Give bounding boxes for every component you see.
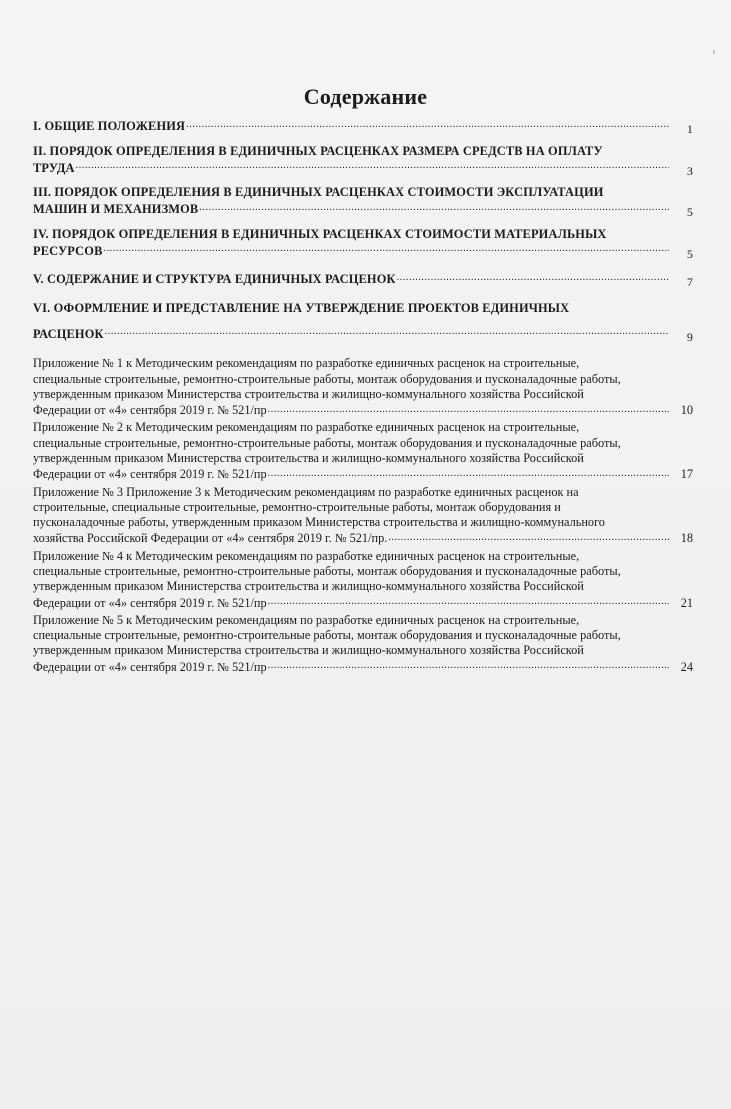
toc-entry-title: РЕСУРСОВ bbox=[33, 243, 103, 258]
toc-entry-title-line: специальные строительные, ремонтно-строительные работы, монтаж оборудования и пусконаладочные работы, bbox=[33, 627, 621, 642]
toc-entry-title-line: Приложение № 1 к Методическим рекомендациям по разработке единичных расценок на строительные, bbox=[33, 356, 580, 371]
scan-speck bbox=[713, 50, 715, 54]
toc-entry-line bbox=[33, 402, 693, 419]
toc-entry-title-line: Приложение № 5 к Методическим рекомендациям по разработке единичных расценок на строительные, bbox=[33, 612, 580, 627]
dot-leader bbox=[186, 118, 669, 130]
toc-entry-title: РАСЦЕНОК bbox=[33, 326, 104, 341]
toc-page-number: 18 bbox=[680, 531, 693, 546]
toc-entry-appendix-1[interactable] bbox=[33, 356, 693, 418]
toc-entry-line bbox=[33, 658, 693, 675]
toc-entry-section-6[interactable] bbox=[33, 300, 693, 342]
toc-entry-line bbox=[33, 594, 693, 611]
dot-leader bbox=[268, 466, 669, 478]
toc-page-number: 21 bbox=[680, 595, 693, 610]
toc-entry-title: Федерации от «4» сентября 2019 г. № 521/пр bbox=[33, 659, 267, 674]
toc-entry-title-line: строительные, специальные строительные, ремонтно-строительные работы, монтаж оборудования и bbox=[33, 499, 561, 514]
toc-entry-title: Федерации от «4» сентября 2019 г. № 521/пр bbox=[33, 595, 267, 610]
toc-entry-title: I. ОБЩИЕ ПОЛОЖЕНИЯ bbox=[33, 119, 186, 134]
toc-entry-appendix-5[interactable] bbox=[33, 613, 693, 675]
toc-entry-title-line: VI. ОФОРМЛЕНИЕ И ПРЕДСТАВЛЕНИЕ НА УТВЕРЖДЕНИЕ ПРОЕКТОВ ЕДИНИЧНЫХ bbox=[33, 300, 570, 315]
toc-entry-line bbox=[33, 242, 693, 259]
toc-entry-line bbox=[33, 325, 693, 342]
toc-entry-title-line: специальные строительные, ремонтно-строительные работы, монтаж оборудования и пусконаладочные работы, bbox=[33, 371, 621, 386]
toc-page-number: 7 bbox=[686, 275, 693, 290]
toc-entry-appendix-4[interactable] bbox=[33, 549, 693, 611]
toc-page-number: 1 bbox=[686, 122, 693, 137]
toc-page-number: 9 bbox=[686, 329, 693, 344]
toc-entry-title-line: утвержденным приказом Министерства строительства и жилищно-коммунального хозяйства Российской bbox=[33, 579, 584, 594]
toc-page-number: 17 bbox=[680, 467, 693, 482]
toc-entry-title: Федерации от «4» сентября 2019 г. № 521/пр bbox=[33, 467, 267, 482]
toc-entry-title: МАШИН И МЕХАНИЗМОВ bbox=[33, 202, 199, 217]
page-title: Содержание bbox=[303, 84, 428, 109]
toc-entry-title: V. СОДЕРЖАНИЕ И СТРУКТУРА ЕДИНИЧНЫХ РАСЦЕНОК bbox=[33, 272, 396, 287]
dot-leader bbox=[103, 242, 669, 254]
toc-entry-line bbox=[33, 201, 693, 218]
toc-entry-title-line: IV. ПОРЯДОК ОПРЕДЕЛЕНИЯ В ЕДИНИЧНЫХ РАСЦЕНКАХ СТОИМОСТИ МАТЕРИАЛЬНЫХ bbox=[33, 226, 607, 241]
toc-entry-section-5[interactable] bbox=[33, 271, 693, 288]
toc-entry-line bbox=[33, 271, 693, 288]
toc-entry-title-line: II. ПОРЯДОК ОПРЕДЕЛЕНИЯ В ЕДИНИЧНЫХ РАСЦЕНКАХ РАЗМЕРА СРЕДСТВ НА ОПЛАТУ bbox=[33, 143, 603, 158]
toc-entry-title: Федерации от «4» сентября 2019 г. № 521/пр bbox=[33, 403, 267, 418]
toc-entry-line bbox=[33, 530, 693, 547]
toc-entry-section-3[interactable] bbox=[33, 184, 693, 220]
toc-entry-title: хозяйства Российской Федерации от «4» сентября 2019 г. № 521/пр. bbox=[33, 531, 388, 546]
dot-leader bbox=[199, 201, 669, 213]
toc-page-number: 24 bbox=[680, 659, 693, 674]
dot-leader bbox=[268, 402, 669, 414]
table-of-contents bbox=[33, 118, 693, 675]
toc-page-number: 5 bbox=[686, 205, 693, 220]
toc-entry-title-line: утвержденным приказом Министерства строительства и жилищно-коммунального хозяйства Российской bbox=[33, 643, 584, 658]
toc-entry-title-line: специальные строительные, ремонтно-строительные работы, монтаж оборудования и пусконаладочные работы, bbox=[33, 435, 621, 450]
dot-leader bbox=[268, 594, 669, 606]
toc-entry-title-line: Приложение № 4 к Методическим рекомендациям по разработке единичных расценок на строительные, bbox=[33, 548, 580, 563]
toc-page-number: 10 bbox=[680, 403, 693, 418]
toc-entry-section-4[interactable] bbox=[33, 226, 693, 259]
toc-entry-title-line: утвержденным приказом Министерства строительства и жилищно-коммунального хозяйства Российской bbox=[33, 450, 584, 465]
toc-entry-title-line: утвержденным приказом Министерства строительства и жилищно-коммунального хозяйства Российской bbox=[33, 386, 584, 401]
toc-entry-title-line: пусконаладочные работы, утвержденным приказом Министерства строительства и жилищно-коммунального bbox=[33, 514, 605, 529]
toc-entry-title-line: Приложение № 2 к Методическим рекомендациям по разработке единичных расценок на строительные, bbox=[33, 420, 580, 435]
dot-leader bbox=[388, 530, 669, 542]
toc-entry-title-line: III. ПОРЯДОК ОПРЕДЕЛЕНИЯ В ЕДИНИЧНЫХ РАСЦЕНКАХ СТОИМОСТИ ЭКСПЛУАТАЦИИ bbox=[33, 185, 604, 200]
toc-page-number: 3 bbox=[686, 163, 693, 178]
toc-entry-title-line: специальные строительные, ремонтно-строительные работы, монтаж оборудования и пусконаладочные работы, bbox=[33, 563, 621, 578]
toc-page-number: 5 bbox=[686, 246, 693, 261]
dot-leader bbox=[268, 658, 669, 670]
toc-entry-appendix-2[interactable] bbox=[33, 420, 693, 482]
toc-entry-section-1[interactable] bbox=[33, 118, 693, 135]
toc-entry-line bbox=[33, 159, 693, 176]
toc-entry-title: ТРУДА bbox=[33, 160, 75, 175]
dot-leader bbox=[397, 271, 669, 283]
toc-entry-line bbox=[33, 118, 693, 135]
dot-leader bbox=[76, 159, 669, 171]
toc-entry-section-2[interactable] bbox=[33, 143, 693, 176]
toc-entry-appendix-3[interactable] bbox=[33, 485, 693, 547]
dot-leader bbox=[105, 325, 669, 337]
toc-entry-line bbox=[33, 466, 693, 483]
toc-entry-title-line: Приложение № 3 Приложение 3 к Методическим рекомендациям по разработке единичных расценок на bbox=[33, 484, 579, 499]
